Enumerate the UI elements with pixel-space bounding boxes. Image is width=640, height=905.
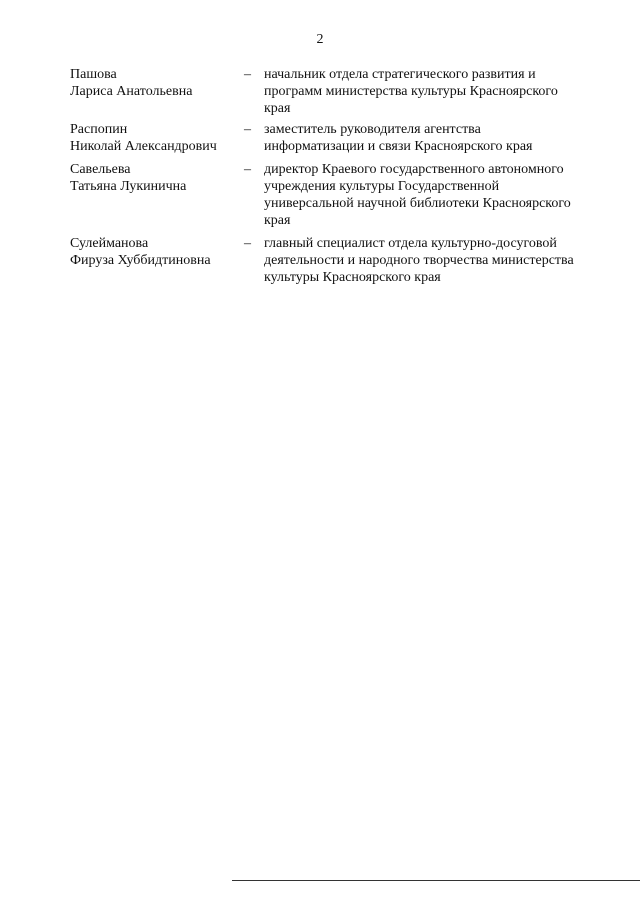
separator-dash: – bbox=[244, 67, 251, 82]
role-line: программ министерства культуры Красноярского bbox=[264, 84, 558, 99]
separator-dash: – bbox=[244, 162, 251, 177]
role-line: информатизации и связи Красноярского края bbox=[264, 139, 533, 154]
member-given-names: Николай Александрович bbox=[70, 139, 217, 154]
role-line: края bbox=[264, 213, 291, 228]
role-line: универсальной научной библиотеки Красноярского bbox=[264, 196, 571, 211]
page-number: 2 bbox=[316, 32, 324, 47]
role-line: начальник отдела стратегического развития и bbox=[264, 67, 536, 82]
footer-divider bbox=[232, 880, 640, 881]
member-name bbox=[70, 66, 240, 100]
member-given-names: Фируза Хуббидтиновна bbox=[70, 253, 211, 268]
role-line: учреждения культуры Государственной bbox=[264, 179, 500, 194]
role-line: главный специалист отдела культурно-досуговой bbox=[264, 236, 557, 251]
role-line: деятельности и народного творчества министерства bbox=[264, 253, 574, 268]
member-surname: Пашова bbox=[70, 67, 117, 82]
member-role bbox=[264, 161, 594, 229]
member-given-names: Татьяна Лукинична bbox=[70, 179, 187, 194]
member-role bbox=[264, 121, 594, 155]
separator-dash: – bbox=[244, 236, 251, 251]
member-name bbox=[70, 161, 240, 195]
role-line: директор Краевого государственного автономного bbox=[264, 162, 564, 177]
member-name bbox=[70, 235, 240, 269]
member-role bbox=[264, 66, 594, 117]
role-line: заместитель руководителя агентства bbox=[264, 122, 481, 137]
role-line: культуры Красноярского края bbox=[264, 270, 441, 285]
member-role bbox=[264, 235, 594, 286]
separator-dash: – bbox=[244, 122, 251, 137]
member-name bbox=[70, 121, 240, 155]
role-line: края bbox=[264, 101, 291, 116]
member-surname: Савельева bbox=[70, 162, 131, 177]
member-surname: Сулейманова bbox=[70, 236, 149, 251]
member-surname: Распопин bbox=[70, 122, 128, 137]
member-given-names: Лариса Анатольевна bbox=[70, 84, 193, 99]
